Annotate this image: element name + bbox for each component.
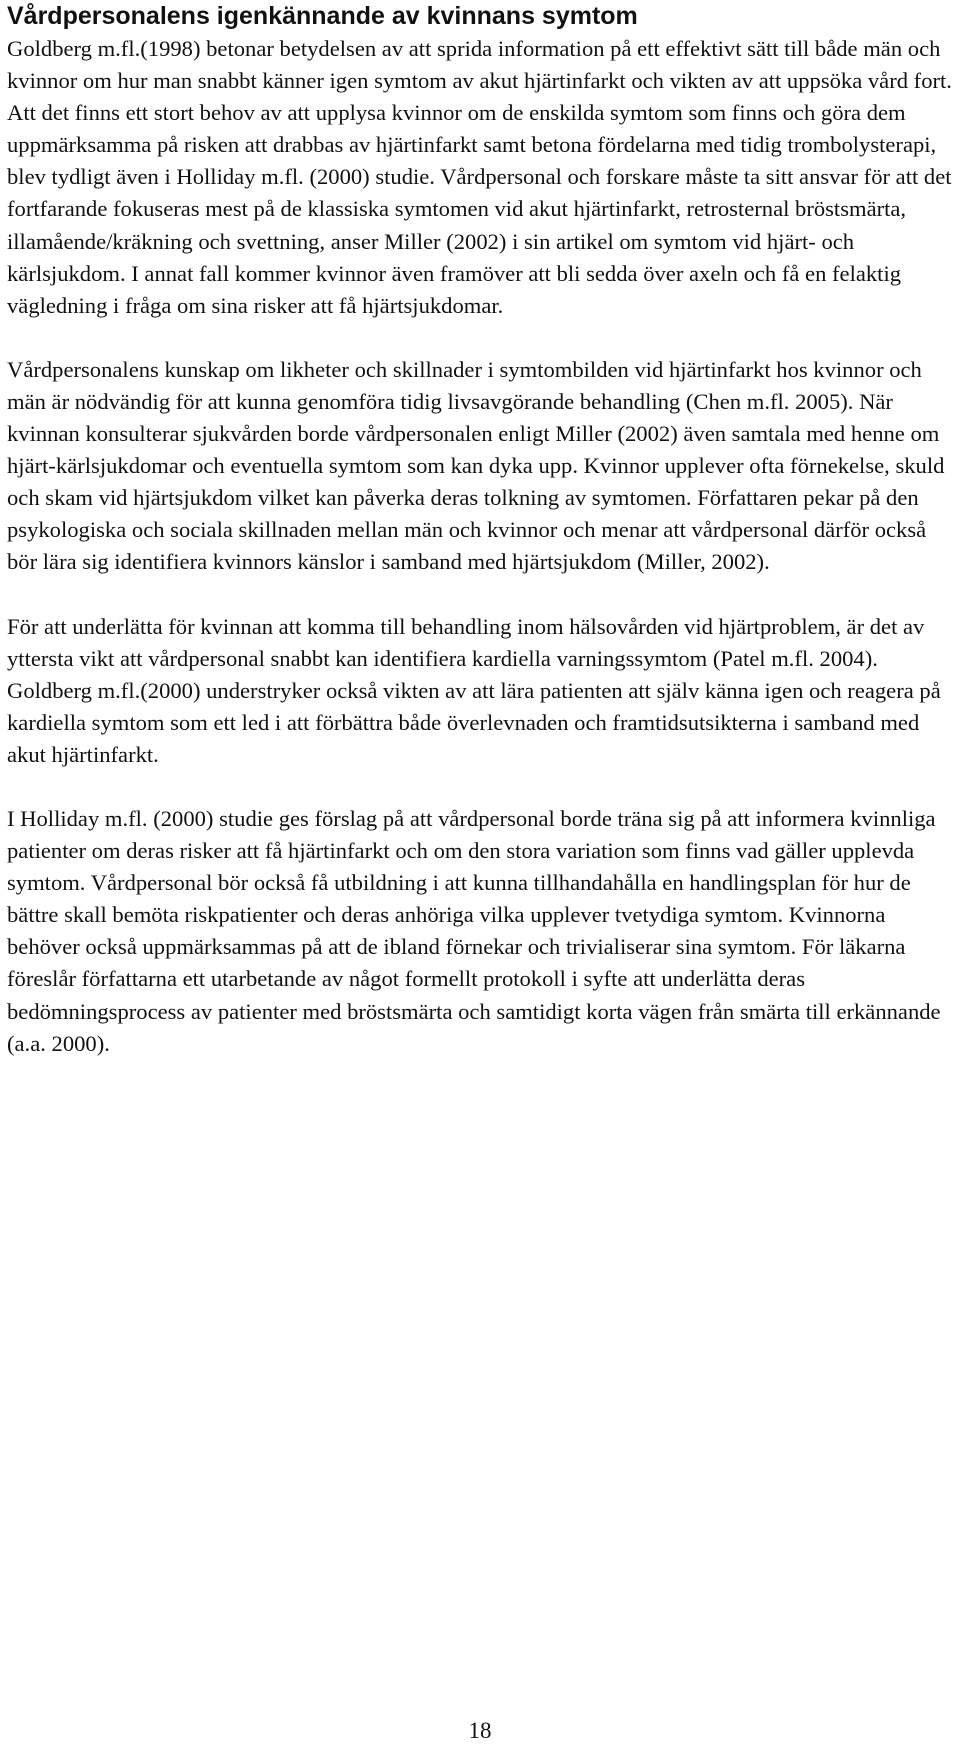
paragraph-2: Vårdpersonalens kunskap om likheter och skillnader i symtombilden vid hjärtinfarkt hos kvinnor och män är nödvändig för att kunna genomföra tidig livsavgörande behandling (Chen m.fl. 2005). När kvinnan konsulterar sjukvården borde vårdpersonalen enligt Miller (2002) även samtala med henne om hjärt-kärlsjukdomar och eventuella symtom som kan dyka upp. Kvinnor upplever ofta förnekelse, skuld och skam vid hjärtsjukdom vilket kan påverka deras tolkning av symtomen. Författaren pekar på den psykologiska och sociala skillnaden mellan män och kvinnor och menar att vårdpersonal därför också bör lära sig identifiera kvinnors känslor i samband med hjärtsjukdom (Miller, 2002). <box>7 356 945 575</box>
paragraph-4: I Holliday m.fl. (2000) studie ges förslag på att vårdpersonal borde träna sig på att informera kvinnliga patienter om deras risker att få hjärtinfarkt och om den stora variation som finns vad gäller upplevda symtom. Vårdpersonal bör också få utbildning i att kunna tillhandahålla en handlingsplan för hur de bättre skall bemöta riskpatienter och deras anhöriga vilka upplever tvetydiga symtom. Kvinnorna behöver också uppmärksammas på att de ibland förnekar och trivialiserar sina symtom. För läkarna föreslår författarna ett utarbetande av något formellt protokoll i syfte att underlätta deras bedömningsprocess av patienter med bröstsmärta och samtidigt korta vägen från smärta till erkännande (a.a. 2000). <box>7 805 941 1056</box>
paragraph-1: Goldberg m.fl.(1998) betonar betydelsen av att sprida information på ett effektivt sätt till både män och kvinnor om hur man snabbt känner igen symtom av akut hjärtinfarkt och vikten av att uppsöka vård fort. Att det finns ett stort behov av att upplysa kvinnor om de enskilda symtom som finns och göra dem uppmärksamma på risken att drabbas av hjärtinfarkt samt betona fördelarna med tidig trombolysterapi, blev tydligt även i Holliday m.fl. (2000) studie. Vårdpersonal och forskare måste ta sitt ansvar för att det fortfarande fokuseras mest på de klassiska symtomen vid akut hjärtinfarkt, retrosternal bröstsmärta, illamående/kräkning och svettning, anser Miller (2002) i sin artikel om symtom vid hjärt- och kärlsjukdom. I annat fall kommer kvinnor även framöver att bli sedda över axeln och få en felaktig vägledning i fråga om sina risker att få hjärtsjukdomar. <box>7 36 952 318</box>
section-heading: Vårdpersonalens igenkännande av kvinnans symtom <box>7 2 638 30</box>
document-page <box>7 0 953 1060</box>
page-number: 18 <box>468 1718 492 1743</box>
paragraph-3: För att underlätta för kvinnan att komma till behandling inom hälsovården vid hjärtproblem, är det av yttersta vikt att vårdpersonal snabbt kan identifiera kardiella varningssymtom (Patel m.fl. 2004). Goldberg m.fl.(2000) understryker också vikten av att lära patienten att själv känna igen och reagera på kardiella symtom som ett led i att förbättra både överlevnaden och framtidsutsikterna i samband med akut hjärtinfarkt. <box>7 613 941 767</box>
